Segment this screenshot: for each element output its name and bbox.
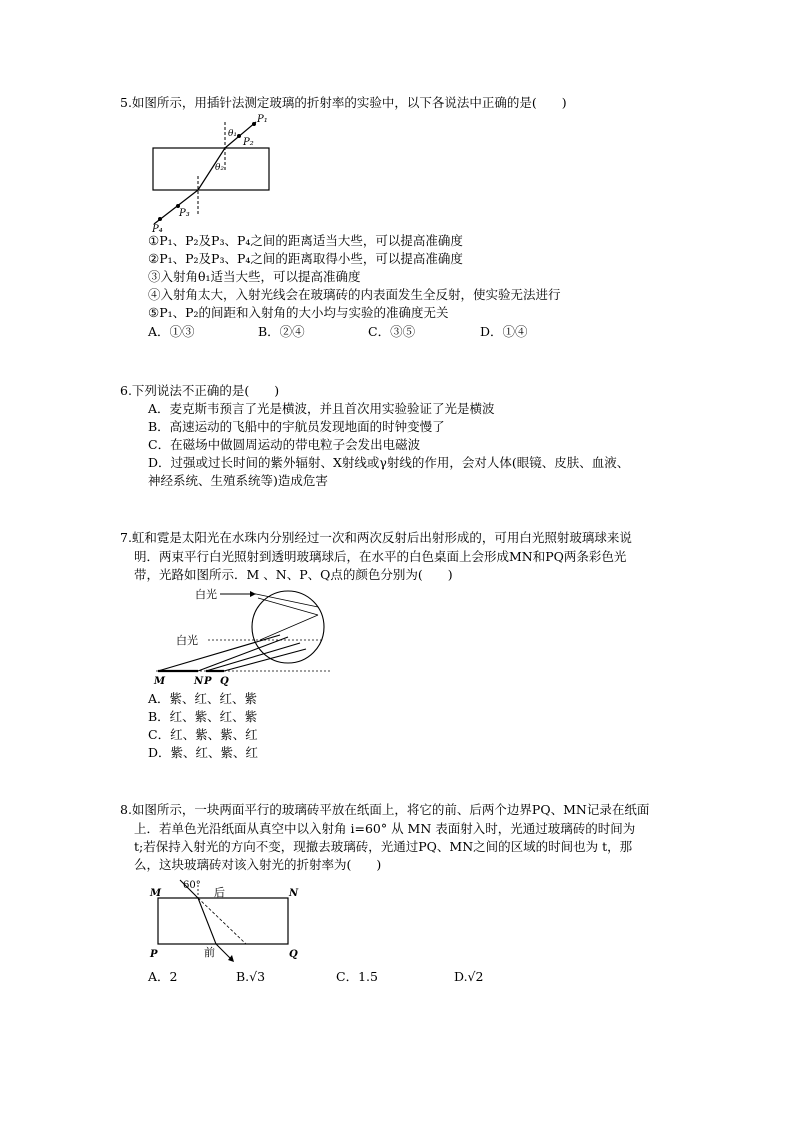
label-q: Q <box>220 676 229 687</box>
label-p: P <box>204 676 212 687</box>
q6-option-c: C．在磁场中做圆周运动的带电粒子会发出电磁波 <box>148 437 421 452</box>
q6-option-d: D．过强或过长时间的紫外辐射、X射线或γ射线的作用，会对人体(眼镜、皮肤、血液、 <box>148 455 630 470</box>
label-p4: P₄ <box>152 224 163 232</box>
label-back: 后 <box>214 886 225 899</box>
exit-ray-pq-1 <box>206 643 300 671</box>
label-m: M <box>150 888 162 899</box>
pin-p4 <box>158 217 162 221</box>
label-white-light-1: 白光 <box>195 588 217 601</box>
glass-sphere <box>252 591 324 663</box>
q7-stem-line-2: 明．两束平行白光照射到透明玻璃球后，在水平的白色桌面上会形成MN和PQ两条彩色光 <box>134 549 627 564</box>
label-q: Q <box>289 949 298 960</box>
q8-stem-line-3: t;若保持入射光的方向不变，现撤去玻璃砖，光通过PQ、MN之间的区域的时间也为 t，那 <box>134 839 633 854</box>
label-theta1: θ₁ <box>228 129 238 139</box>
label-angle: 60° <box>183 880 201 891</box>
emergent-ray <box>216 944 232 960</box>
q8-option-b: B.√3 <box>236 969 266 984</box>
refracted-ray <box>198 898 216 944</box>
arrow-top <box>250 591 256 597</box>
q5-option-c: C．③⑤ <box>368 324 416 339</box>
pin-p2 <box>237 134 241 138</box>
q6-option-b: B．高速运动的飞船中的宇航员发现地面的时钟变慢了 <box>148 419 445 434</box>
q8-figure <box>146 875 306 965</box>
q5-option-b: B．②④ <box>258 324 305 339</box>
label-n: N <box>194 676 204 687</box>
label-front: 前 <box>204 946 215 959</box>
q8-option-a: A．2 <box>148 969 178 984</box>
q5-option-a: A．①③ <box>148 324 195 339</box>
q8-stem-line-1: 8.如图所示，一块两面平行的玻璃砖平放在纸面上，将它的前、后两个边界PQ、MN记录在纸面 <box>120 802 650 817</box>
bottom-ray-reflect <box>260 615 318 640</box>
label-white-light-2: 白光 <box>176 634 198 647</box>
q5-statement-2: ②P₁、P₂及P₃、P₄之间的距离取得小些，可以提高准确度 <box>148 251 463 266</box>
label-p3: P₃ <box>179 208 190 219</box>
label-m: M <box>154 676 166 687</box>
label-theta2: θ₂ <box>215 163 225 173</box>
label-p2: P₂ <box>243 137 254 148</box>
arrow-emergent <box>228 955 234 962</box>
glass-brick <box>158 898 288 944</box>
q7-stem-line-3: 带，光路如图所示．M 、N、P、Q点的颜色分别为( ) <box>134 567 453 582</box>
q6-option-a: A．麦克斯韦预言了光是横波，并且首次用实验验证了光是横波 <box>148 401 495 416</box>
q5-option-d: D．①④ <box>480 324 528 339</box>
top-ray-inner <box>256 594 318 607</box>
q7-figure <box>148 585 333 687</box>
exit-ray-pq-2 <box>224 649 306 671</box>
q8-option-c: C．1.5 <box>336 969 378 984</box>
q6-option-d-cont: 神经系统、生殖系统等)造成危害 <box>148 473 328 488</box>
q5-statement-4: ④入射角太大，入射光线会在玻璃砖的内表面发生全反射，使实验无法进行 <box>148 287 561 302</box>
straight-dashed-path <box>198 898 246 944</box>
q8-stem-line-4: 么，这块玻璃砖对该入射光的折射率为( ) <box>134 857 382 872</box>
q5-statement-5: ⑤P₁、P₂的间距和入射角的大小均与实验的准确度无关 <box>148 305 449 320</box>
q7-option-d: D．紫、红、紫、红 <box>148 745 259 760</box>
label-n: N <box>289 888 299 899</box>
q5-stem: 5.如图所示，用插针法测定玻璃的折射率的实验中，以下各说法中正确的是( ) <box>120 95 567 110</box>
q7-option-a: A．紫、红、红、紫 <box>148 691 258 706</box>
label-p1: P₁ <box>257 114 268 125</box>
q7-option-b: B．红、紫、红、紫 <box>148 709 258 724</box>
q7-option-c: C．红、紫、紫、红 <box>148 727 258 742</box>
q7-stem-line-1: 7.虹和霓是太阳光在水珠内分别经过一次和两次反射后出射形成的，可用白光照射玻璃球来说 <box>120 530 632 545</box>
q5-figure <box>140 112 290 232</box>
q8-option-d: D.√2 <box>454 969 484 984</box>
pin-p1 <box>252 122 256 126</box>
label-p: P <box>150 949 158 960</box>
q5-statement-3: ③入射角θ₁适当大些，可以提高准确度 <box>148 269 361 284</box>
q8-stem-line-2: 上．若单色光沿纸面从真空中以入射角 i=60° 从 MN 表面射入时，光通过玻璃砖的时间为 <box>134 821 636 836</box>
q5-statement-1: ①P₁、P₂及P₃、P₄之间的距离适当大些，可以提高准确度 <box>148 233 463 248</box>
q6-stem: 6.下列说法不正确的是( ) <box>120 383 280 398</box>
